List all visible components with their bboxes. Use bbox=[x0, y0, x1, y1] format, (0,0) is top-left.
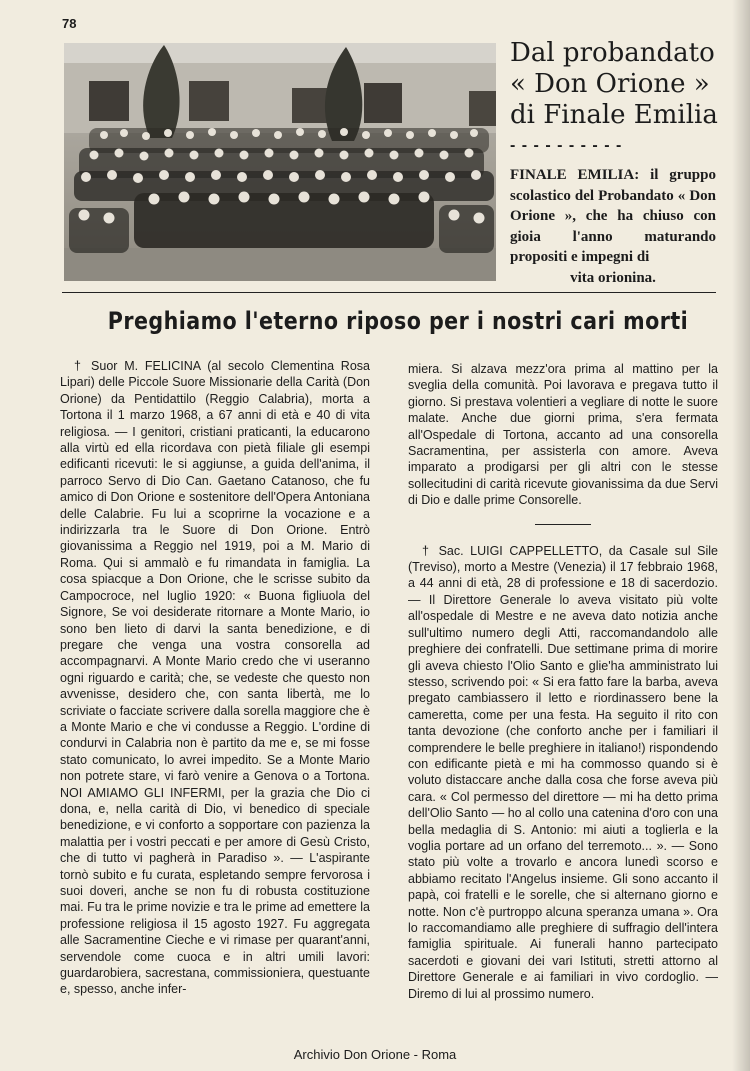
headline bbox=[510, 38, 716, 131]
obituary-cappelletto: † Sac. LUIGI CAPPELLETTO, da Casale sul Sile (Treviso), morto a Mestre (Venezia) il 17 febbraio 1968, a 44 anni di età, 28 di professione e 18 di sacerdozio. — Il Direttore Generale lo aveva visitato più volte all'ospedale di Mestre e ne aveva dato notizia anche sull'ultimo numero degli Atti, raccomandandolo alle preghiere dei confratelli. Due settimane prima di morire gli aveva chiesto l'Olio Santo e glie'ha amministrato lui stesso, scrivendo poi: « Si era fatto fare la barba, aveva pregato cambiassero il letto e riordinassero bene la cameretta, come per una festa. Ha seguito il rito con tanta devozione (che conforto anche per i familiari il comprendere le belle preghiere in italiano!) rispondendo con edificante pietà e mi ha commosso quando si è voluto distaccare anche dalla cosa che forse aveva più cara. « Col permesso del direttore — mi ha detto prima dell'Olio Santo — ho al collo una catenina d'oro con una bella medaglia di S. Antonio: mi aiuti a toglierla e la voglia portare ad un orfano del terremoto... ». — Sono stato più volte a trovarlo e ancora lunedì scorso e abbiamo recitato l'Angelus insieme. Gli sono accanto il papà, coi fratelli e le sorelle, che si alternano giorno e notte. Non c'è purtroppo alcuna speranza umana ». Ora lo raccomandiamo alle preghiere di suffragio dell'intera famiglia spirituale. Ai funerali hanno partecipato sacerdoti e giovani dei vari Istituti, stretti attorno al Direttore Generale e ai familiari in vivo cordoglio. — Diremo di lui al prossimo numero. bbox=[408, 543, 718, 1001]
section-divider bbox=[62, 292, 716, 293]
group-photo bbox=[64, 43, 496, 281]
obituary-felicina-continued: miera. Si alzava mezz'ora prima al mattino per la sveglia della comunità. Poi lavorava e pregava tutto il giorno. Si prestava volentieri a vegliare di notte le suore malate. Anche due giorni prima, s'era fermata all'Ospedale di Tortona, accanto ad una consorella Sacramentina, per assisterla con amore. Aveva imparato a prodigarsi per gli altri con le stesse sollecitudini di carità ricevute giovanissima da due Servi di Dio e dalle prime Consorelle. bbox=[408, 362, 718, 508]
article-separator bbox=[535, 524, 591, 525]
photo-caption bbox=[510, 165, 716, 289]
photo-caption-last-line: vita orionina. bbox=[570, 269, 656, 286]
dash-rule: - - - - - - - - - - bbox=[510, 137, 623, 154]
right-column bbox=[408, 361, 718, 1002]
archive-footer: Archivio Don Orione - Roma bbox=[293, 1047, 457, 1062]
headline-line: Dal probandato bbox=[510, 38, 715, 68]
group-photo-illustration bbox=[64, 43, 496, 281]
page-edge-shadow bbox=[732, 0, 750, 1071]
section-title: Preghiamo l'eterno riposo per i nostri cari morti bbox=[107, 307, 689, 335]
photo-caption-block bbox=[510, 38, 716, 289]
headline-line: « Don Orione » bbox=[510, 69, 710, 99]
left-column bbox=[60, 358, 370, 998]
photo-caption-text: FINALE EMILIA: il gruppo scolastico del Probandato « Don Orione », che ha chiuso con gioia l'anno maturando propositi e impegni di bbox=[510, 167, 716, 266]
page-number: 78 bbox=[62, 16, 77, 31]
obituary-felicina: † Suor M. FELICINA (al secolo Clementina Rosa Lipari) delle Piccole Suore Missionarie della Carità (Don Orione) da Pentidattilo (Reggio Calabria), morta a Tortona il 1 marzo 1968, a 67 anni di età e 40 di vita religiosa. — I genitori, cristiani praticanti, la educarono alla virtù ed ella ricordava con pietà filiale gli esempi edificanti ricevuti: le si aggiunse, a guida dell'anima, il parroco Servo di Dio Can. Gaetano Catanoso, che fu amico di Don Orione e sostenitore dell'Opera Antoniana delle Calabrie. Fu lui a scoprirne la vocazione e a indirizzarla tra le Suore di Don Orione. Entrò giovanissima a Reggio nel 1919, poi a M. Mario di Roma. Qui si ammalò e fu rimandata in famiglia. La cosa spiacque a Don Orione, che le scrisse subito da Campocroce, nel luglio 1920: « Buona figliuola del Signore, Se voi desiderate ritornare a Monte Mario, io sono ben lieto di darvi la santa benedizione, e di pregare che venga una vostra consorella ad accompagnarvi. A Monte Mario credo che vi useranno ogni riguardo e carità; che, se vedeste che questo non avvenisse, desidero che, con santa libertà, me lo scriviate o facciate scrivere dalla sorella maggiore che è a Monte Mario e che vi condusse a Reggio. L'ordine di condurvi in Calabria non è partito da me e, se mi fosse stato comunicato, lo avrei impedito. Se a Monte Mario non potrete stare, vi farò venire a Genova o a Tortona. NOI AMIAMO GLI INFERMI, per la grazia che Dio ci dona, e, nella carità di Dio, vi benedico di speciale benedizione, e vi conforto a sopportare con pazienza la malattia per i vostri peccati e per amore di Gesù Cristo, che di tutto vi pagherà in Paradiso ». — L'aspirante tornò subito e fu curata, espletando sempre fervorosa i suoi doveri, anche se non fu di robusta costituzione mai. Fu tra le prime novizie e tra le prime ad emettere la professione religiosa il 15 agosto 1927. Fu aggregata alle Sacramentine Cieche e vi rimase per quarant'anni, servendole come cuoca e in altri umili lavori: guardarobiera, sacrestana, commissioniera, questuante e, spesso, anche infer- bbox=[60, 359, 370, 997]
headline-line: di Finale Emilia bbox=[510, 100, 718, 130]
